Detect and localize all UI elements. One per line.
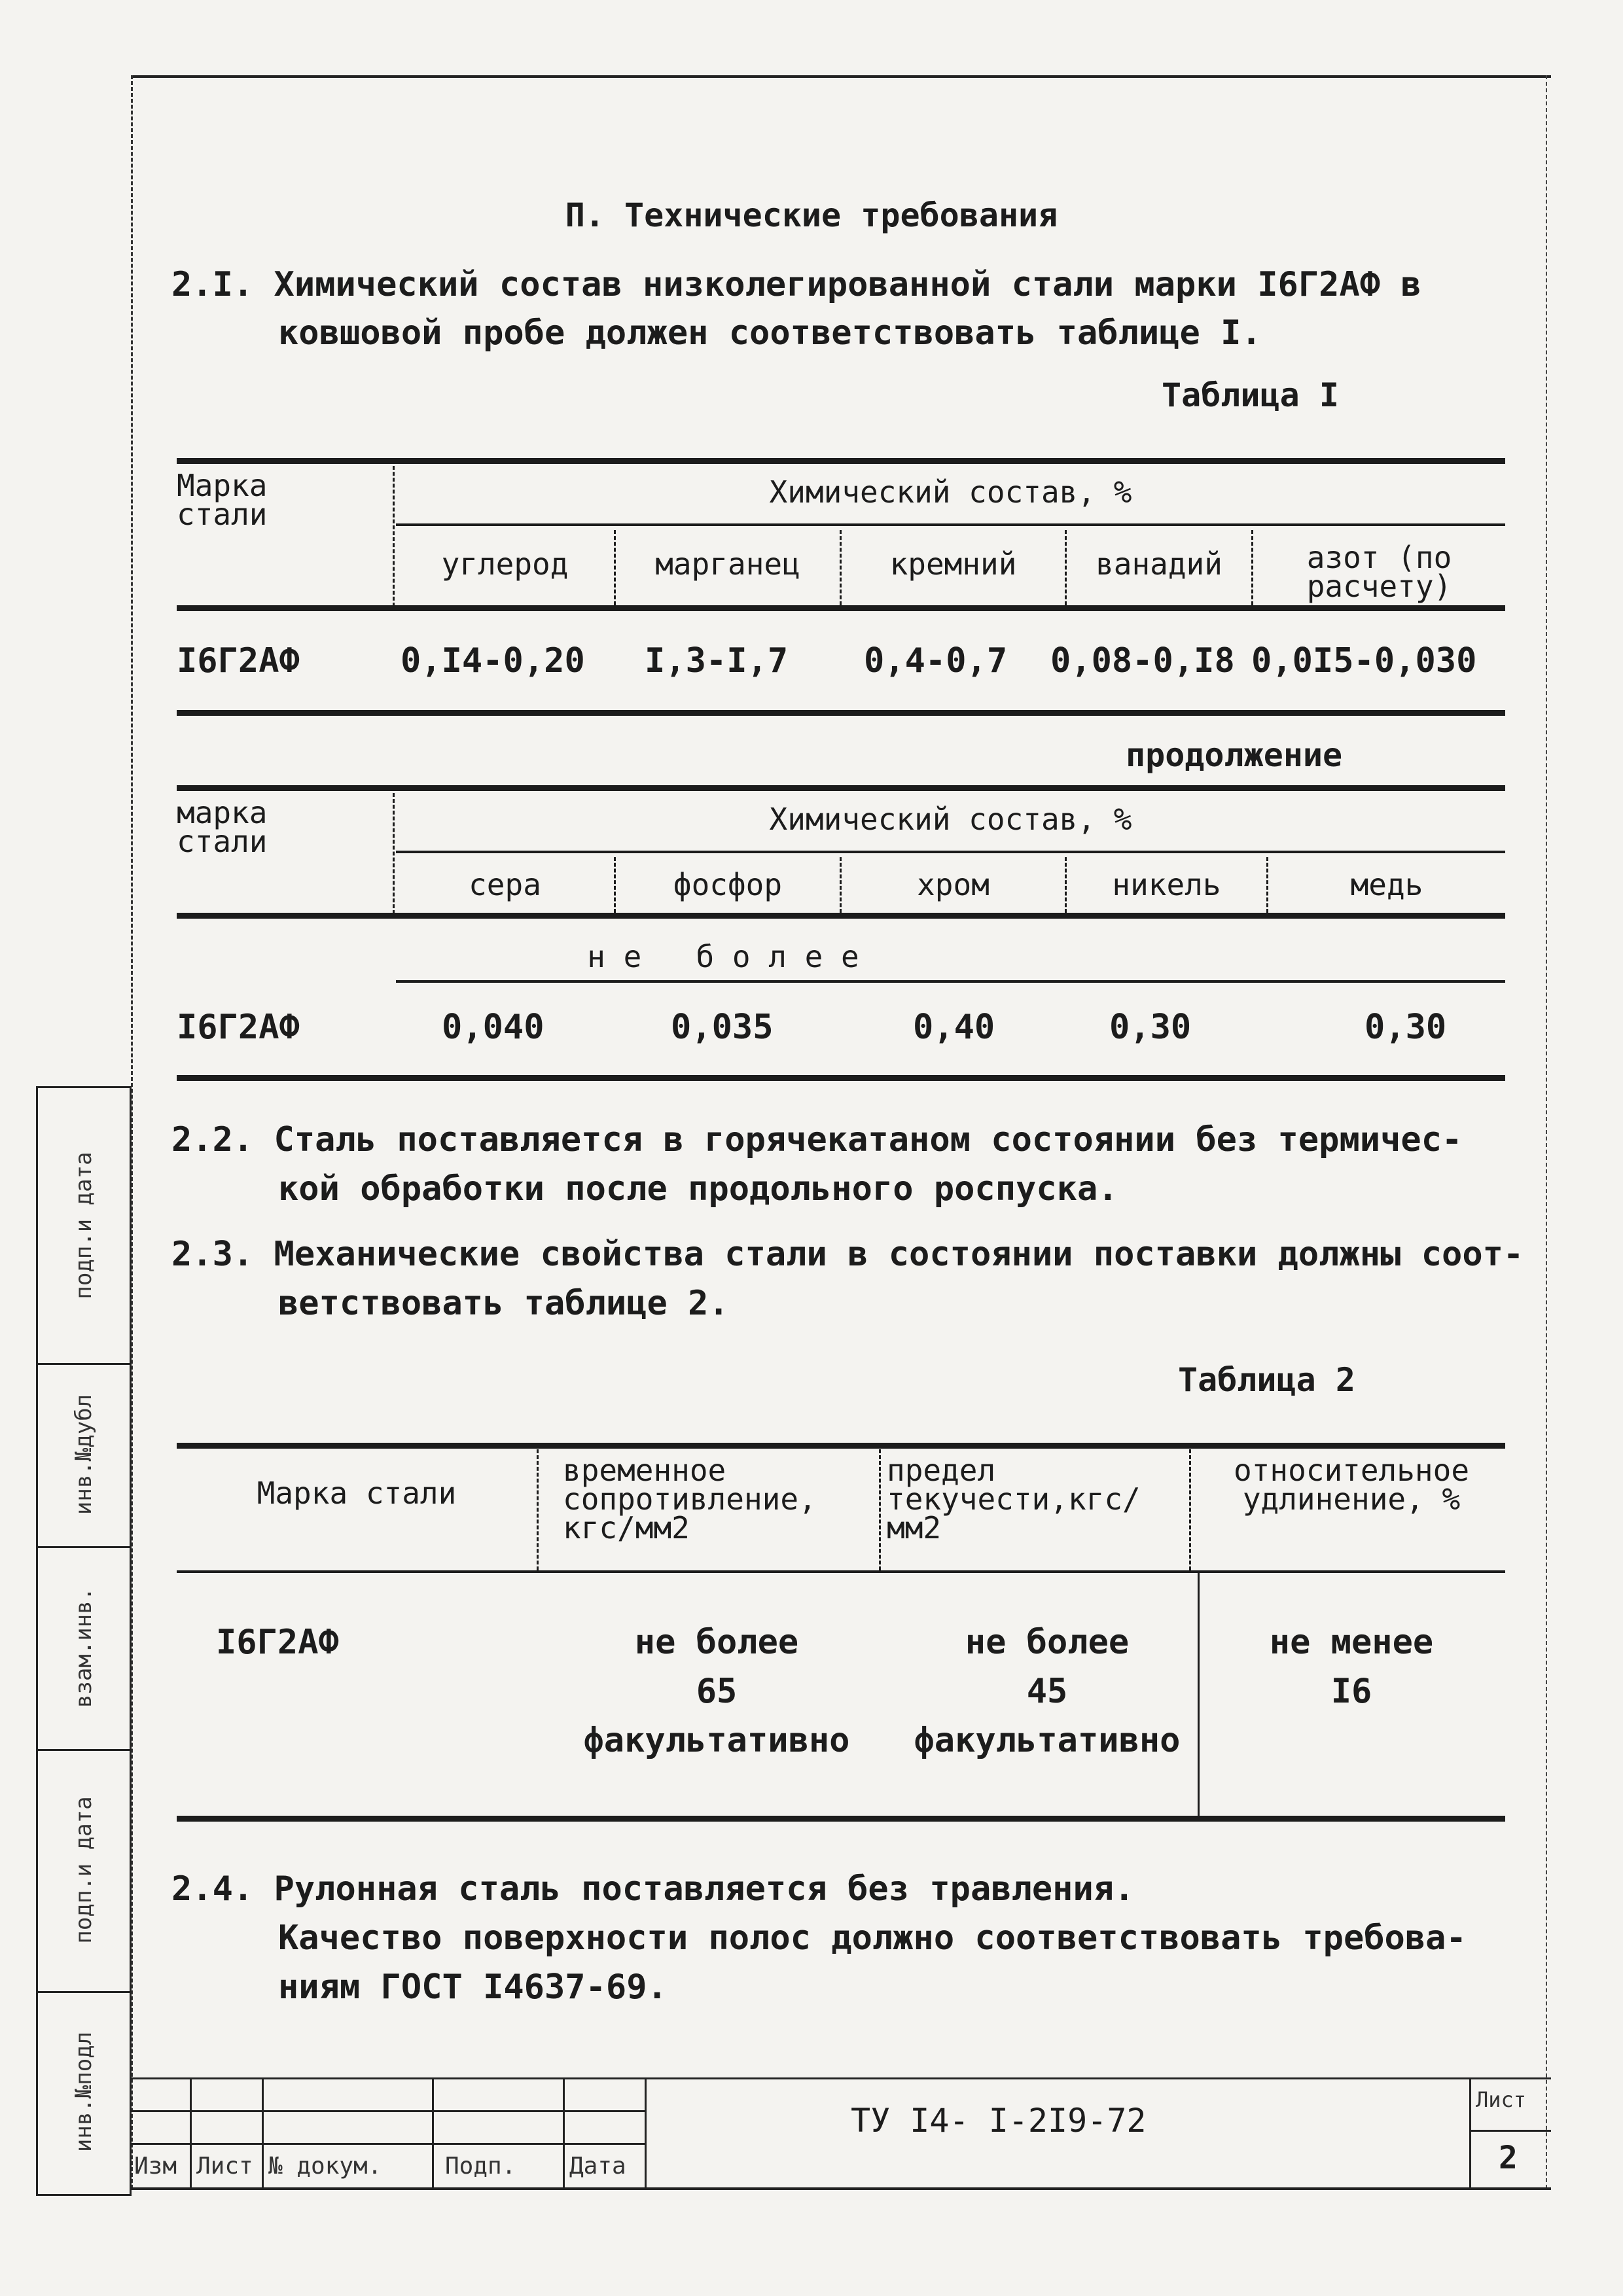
table-1-manganese-value: I,3-I,7 xyxy=(645,641,789,680)
clause-2-3-line-1: 2.3. Механические свойства стали в состоянии поставки должны соот- xyxy=(171,1235,1524,1274)
table-1b-grade: I6Г2АФ xyxy=(177,1008,300,1047)
table-2-yield-limit: не более xyxy=(965,1623,1130,1662)
table-1b-grade-header: марка стали xyxy=(177,795,268,859)
title-block-divider xyxy=(190,2077,192,2189)
section-title: П. Технические требования xyxy=(565,196,1058,234)
table-1b-copper-value: 0,30 xyxy=(1364,1008,1447,1047)
table-1-vanadium-value: 0,08-0,I8 xyxy=(1050,641,1235,680)
stamp-cell xyxy=(38,1546,130,1751)
table-1-col-carbon: углерод xyxy=(441,546,569,582)
table-1-carbon-value: 0,I4-0,20 xyxy=(401,641,585,680)
table-2-col-divider xyxy=(879,1449,881,1570)
title-block-divider xyxy=(563,2077,565,2189)
table-1-silicon-value: 0,4-0,7 xyxy=(864,641,1008,680)
table-2-header-rule xyxy=(177,1570,1505,1573)
table-2-elongation-value: I6 xyxy=(1330,1672,1372,1711)
table-1-col-manganese: марганец xyxy=(655,546,800,582)
stamp-label: подп.и дата xyxy=(71,1796,97,1944)
title-block-divider xyxy=(262,2077,264,2189)
table-1-grade: I6Г2АФ xyxy=(177,641,300,680)
table-2-tensile-limit: не более xyxy=(634,1623,799,1662)
table-1b-top-rule xyxy=(177,785,1505,791)
table-2-elongation-limit: не менее xyxy=(1269,1623,1434,1662)
table-1-col-vanadium: ванадий xyxy=(1096,546,1222,582)
clause-2-1-line-2: ковшовой пробе должен соответствовать таблице I. xyxy=(278,313,1262,353)
page-frame-bottom xyxy=(131,2187,1551,2190)
table-1-group-header: Химический состав, % xyxy=(769,474,1132,510)
clause-2-3-line-2: ветствовать таблице 2. xyxy=(278,1284,729,1323)
table-1-caption: Таблица I xyxy=(1162,376,1339,414)
document-number: ТУ I4- I-2I9-72 xyxy=(851,2102,1147,2140)
table-1-nitrogen-value: 0,0I5-0,030 xyxy=(1251,641,1477,680)
table-1b-group-header: Химический состав, % xyxy=(769,802,1132,837)
table-1-group-rule xyxy=(396,523,1505,526)
stamp-cell xyxy=(38,1991,130,2192)
page-frame-right xyxy=(1546,75,1547,2189)
table-1b-col-copper: медь xyxy=(1350,867,1423,902)
table-2-col-yield: предел текучести,кгс/мм2 xyxy=(887,1453,1141,1545)
sheet-label: Лист xyxy=(1476,2087,1527,2112)
table-1-col-nitrogen: азот (по расчету) xyxy=(1306,540,1452,604)
table-1-header-rule xyxy=(177,605,1505,611)
stamp-label: подп.и дата xyxy=(71,1152,97,1299)
table-2-caption: Таблица 2 xyxy=(1178,1361,1355,1399)
table-2-tensile-value: 65 xyxy=(696,1672,738,1711)
title-block-row-line xyxy=(131,2143,645,2145)
table-1b-header-rule xyxy=(177,913,1505,919)
stamp-label: инв.№подл xyxy=(71,2031,97,2152)
table-1b-subheader-rule xyxy=(396,980,1505,983)
clause-2-4-line-2: Качество поверхности полос должно соответствовать требова- xyxy=(278,1918,1467,1958)
title-block-top-line xyxy=(131,2077,1551,2079)
table-1b-chromium-value: 0,40 xyxy=(913,1008,995,1047)
title-block-divider xyxy=(432,2077,434,2189)
table-2-col-tensile: временное сопротивление, кгс/мм2 xyxy=(563,1453,817,1545)
clause-2-4-line-1: 2.4. Рулонная сталь поставляется без травления. xyxy=(171,1869,1135,1909)
table-1-col-divider xyxy=(393,466,395,607)
table-1b-sulfur-value: 0,040 xyxy=(442,1008,544,1047)
title-block-row-line xyxy=(131,2110,645,2112)
table-2-yield-note: факультативно xyxy=(914,1721,1181,1760)
table-2-col-elongation: относительное удлинение, % xyxy=(1233,1453,1470,1517)
title-block-divider xyxy=(645,2077,647,2189)
clause-2-4-line-3: ниям ГОСТ I4637-69. xyxy=(278,1968,668,2007)
table-2-col-divider xyxy=(1198,1572,1200,1818)
title-block-label-sign: Подп. xyxy=(445,2153,516,2180)
table-1b-col-divider xyxy=(393,793,395,914)
table-1b-phosphorus-value: 0,035 xyxy=(671,1008,774,1047)
table-1-grade-header: Марка стали xyxy=(177,468,268,532)
stamp-label: взам.инв. xyxy=(71,1587,97,1708)
table-1b-col-sulfur: сера xyxy=(469,867,541,902)
clause-2-2-line-1: 2.2. Сталь поставляется в горячекатаном состоянии без термичес- xyxy=(171,1120,1463,1159)
table-2-bottom-rule xyxy=(177,1816,1505,1822)
table-1b-bottom-rule xyxy=(177,1075,1505,1081)
table-1b-col-phosphorus: фосфор xyxy=(673,867,783,902)
table-1b-subheader: н е б о л е е xyxy=(587,939,859,974)
stamp-column xyxy=(36,1086,132,2196)
stamp-label: инв.№дубл xyxy=(71,1394,97,1515)
table-1b-nickel-value: 0,30 xyxy=(1109,1008,1192,1047)
table-1-col-silicon: кремний xyxy=(889,546,1017,582)
table-2-top-rule xyxy=(177,1443,1505,1449)
table-2-grade: I6Г2АФ xyxy=(216,1623,339,1662)
page-frame-top xyxy=(131,75,1551,78)
sheet-number: 2 xyxy=(1499,2140,1518,2176)
title-block-label-change: Изм xyxy=(134,2153,177,2180)
clause-2-1-line-1: 2.I. Химический состав низколегированной стали марки I6Г2АФ в xyxy=(171,265,1421,304)
clause-2-2-line-2: кой обработки после продольного роспуска. xyxy=(278,1169,1118,1209)
table-1b-caption: продолжение xyxy=(1126,736,1343,774)
stamp-cell xyxy=(38,1088,130,1365)
table-2-col-divider xyxy=(1189,1449,1191,1570)
table-2-col-grade: Марка стали xyxy=(257,1475,457,1511)
title-block-divider xyxy=(1469,2077,1471,2189)
table-2-tensile-note: факультативно xyxy=(583,1721,850,1760)
stamp-cell xyxy=(38,1749,130,1993)
title-block-label-doc: № докум. xyxy=(268,2153,382,2180)
sheet-box-line xyxy=(1469,2130,1551,2132)
stamp-cell xyxy=(38,1363,130,1548)
table-1b-group-rule xyxy=(396,851,1505,853)
table-2-col-divider xyxy=(537,1449,539,1570)
title-block-label-date: Дата xyxy=(569,2153,626,2180)
table-2-yield-value: 45 xyxy=(1026,1672,1068,1711)
table-1b-col-nickel: никель xyxy=(1112,867,1221,902)
title-block-label-sheet: Лист xyxy=(196,2153,253,2180)
table-1-bottom-rule xyxy=(177,710,1505,716)
table-1b-col-chromium: хром xyxy=(917,867,990,902)
table-1-top-rule xyxy=(177,458,1505,464)
